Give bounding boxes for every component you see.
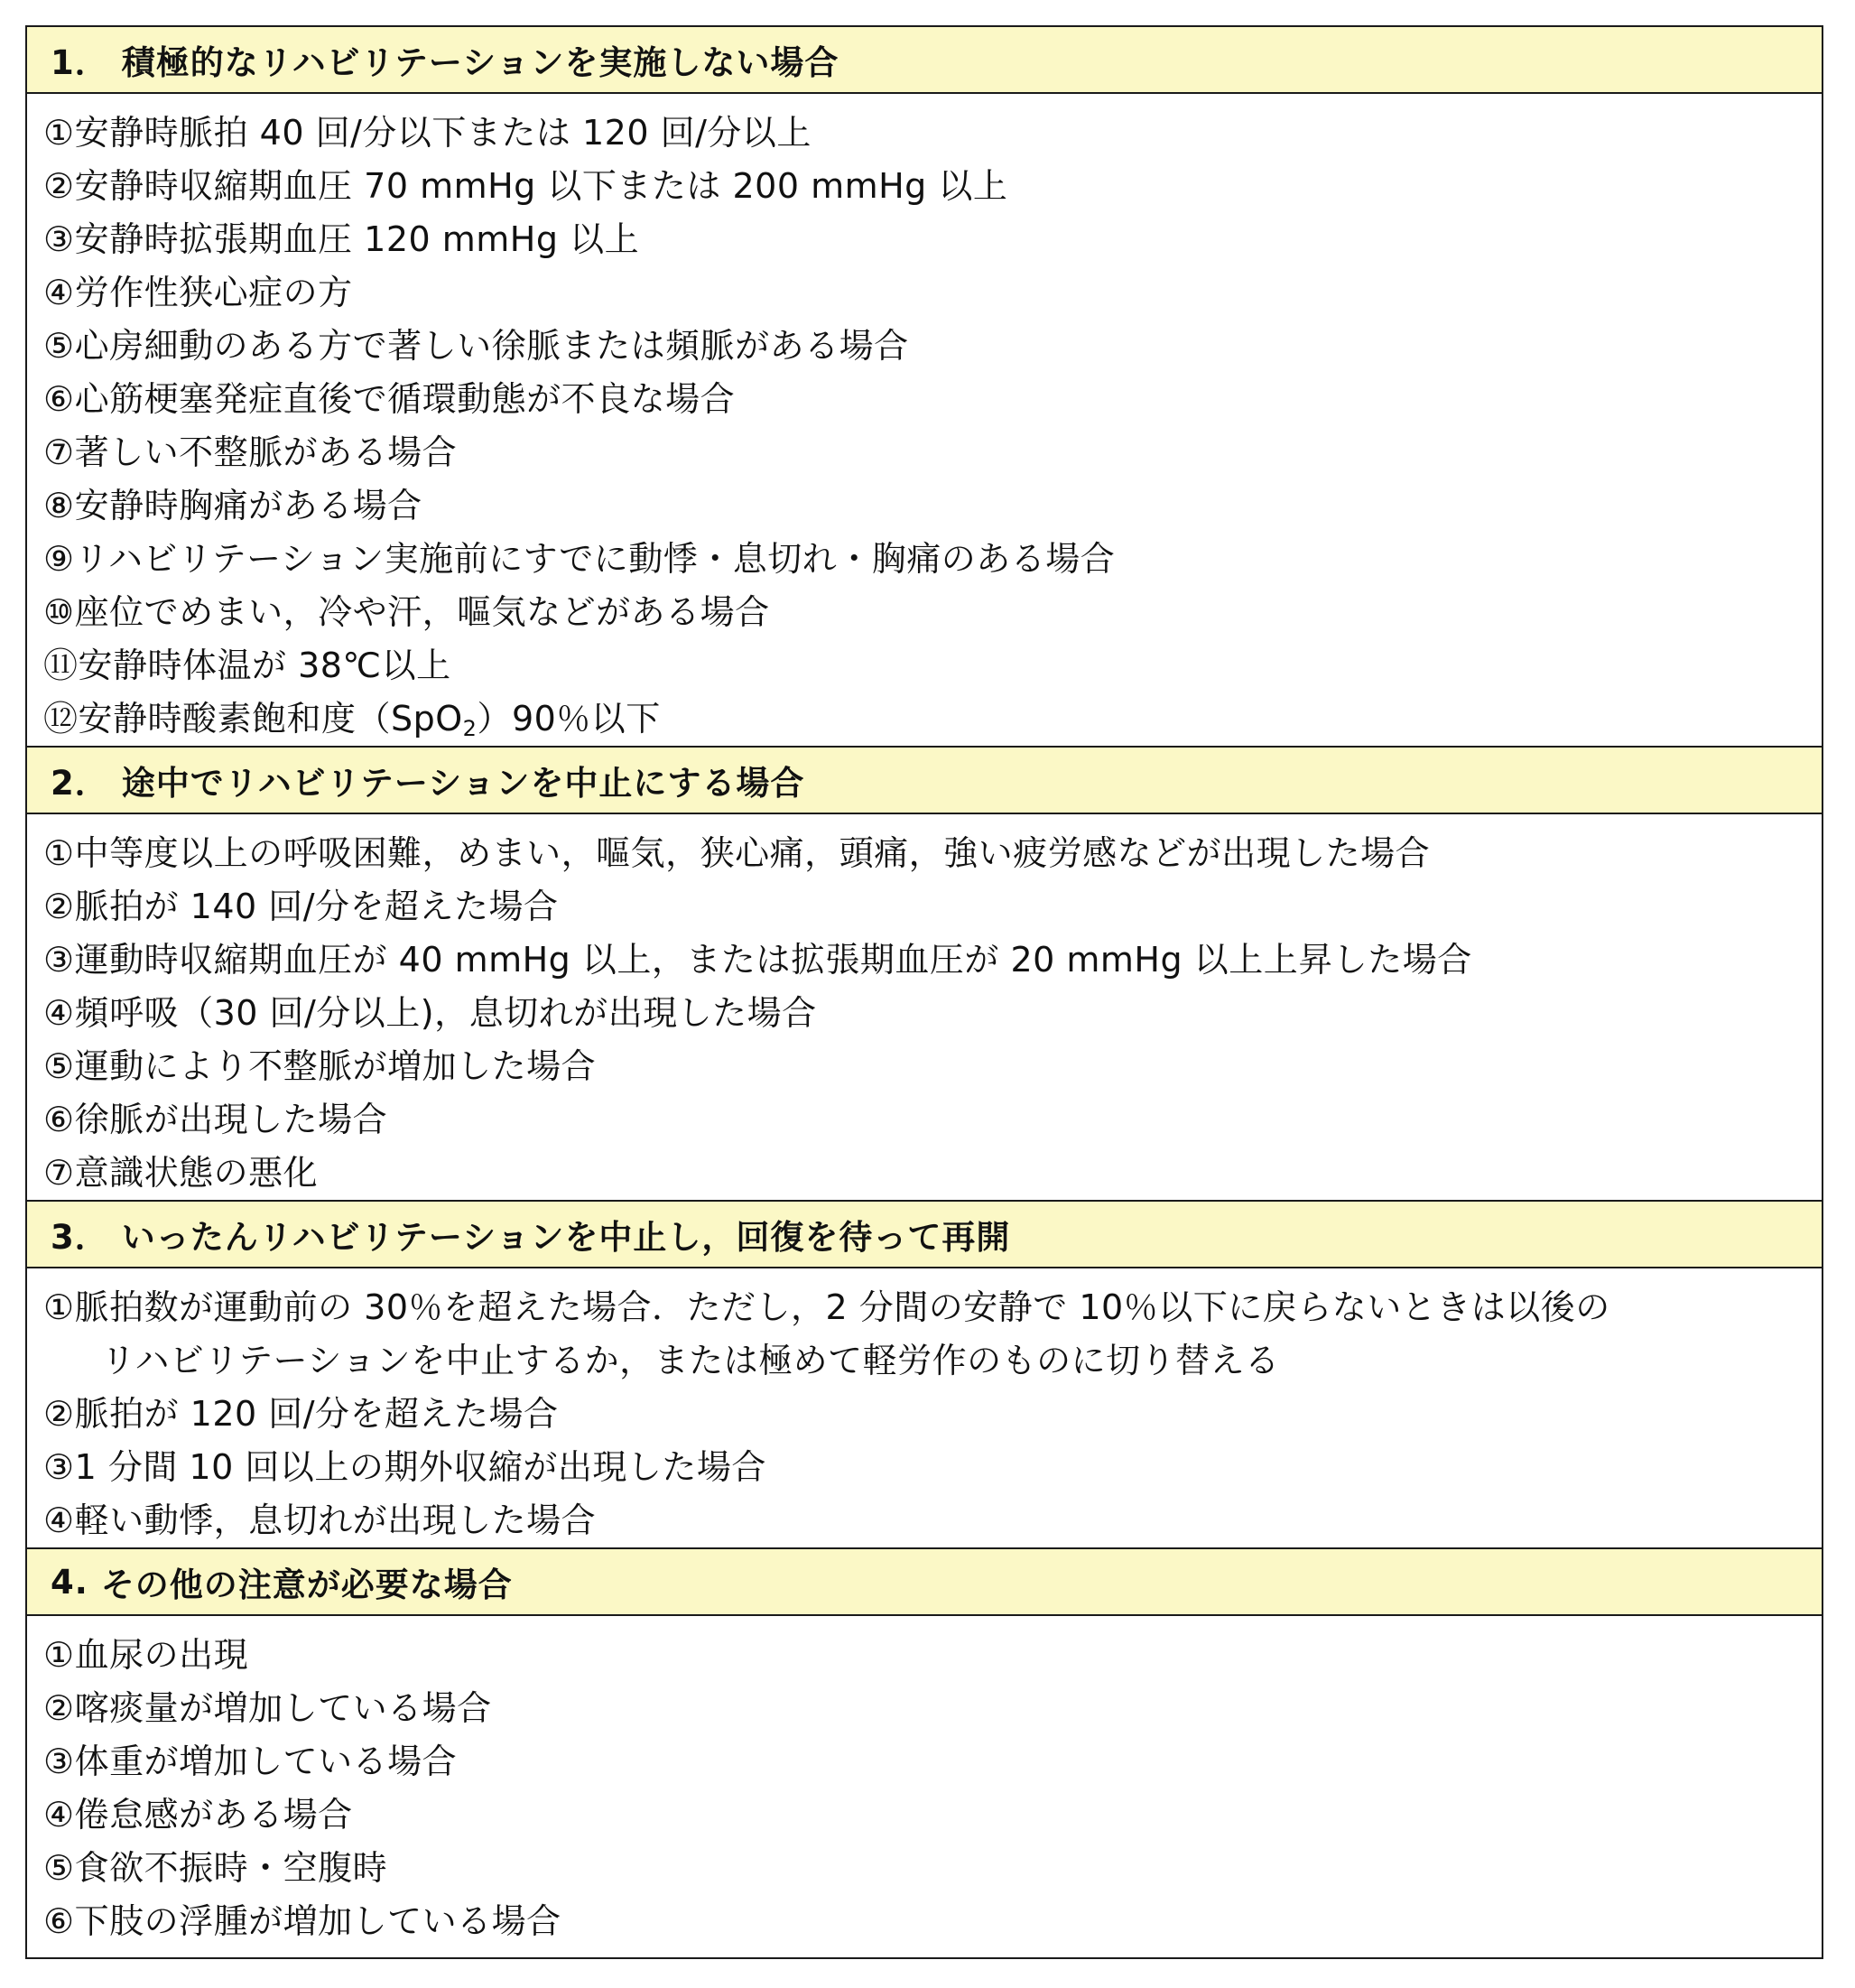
section-4-title: その他の注意が必要な場合 bbox=[100, 1565, 513, 1604]
section-3-title: いったんリハビリテーションを中止し，回復を待って再開 bbox=[121, 1218, 1011, 1257]
list-item: ①安静時脈拍 40 回/分以下または 120 回/分以上 bbox=[43, 113, 812, 153]
list-item: ⑤心房細動のある方で著しい徐脈または頻脈がある場合 bbox=[43, 326, 909, 366]
section-3-number: 3． bbox=[51, 1218, 109, 1257]
list-item: ②脈拍が 140 回/分を超えた場合 bbox=[43, 887, 559, 926]
list-item: ⑧安静時胸痛がある場合 bbox=[43, 486, 422, 525]
list-item: ⑦意識状態の悪化 bbox=[43, 1153, 319, 1193]
section-1-title: 積極的なリハビリテーションを実施しない場合 bbox=[121, 43, 839, 82]
list-item-spo2 bbox=[43, 692, 1822, 746]
list-item: ③運動時収縮期血圧が 40 mmHg 以上，または拡張期血圧が 20 mmHg 以上上昇した場合 bbox=[43, 940, 1472, 980]
list-item: ⑤食欲不振時・空腹時 bbox=[43, 1848, 388, 1888]
list-item: ⑪安静時体温が 38℃以上 bbox=[43, 646, 451, 685]
list-item: ②喀痰量が増加している場合 bbox=[43, 1688, 492, 1728]
list-item-multiline bbox=[43, 1281, 1822, 1388]
list-item: ⑥下肢の浮腫が増加している場合 bbox=[43, 1901, 561, 1941]
list-item: ④倦怠感がある場合 bbox=[43, 1795, 353, 1835]
section-2-number: 2． bbox=[51, 764, 109, 803]
list-item: ④頻呼吸（30 回/分以上)，息切れが出現した場合 bbox=[43, 993, 817, 1033]
section-2-title: 途中でリハビリテーションを中止にする場合 bbox=[121, 764, 805, 803]
list-item: ③1 分間 10 回以上の期外収縮が出現した場合 bbox=[43, 1447, 766, 1487]
section-3-header bbox=[27, 1202, 1822, 1268]
list-item: ①中等度以上の呼吸困難，めまい，嘔気，狭心痛，頭痛，強い疲労感などが出現した場合 bbox=[43, 833, 1431, 873]
list-item: ④軽い動悸，息切れが出現した場合 bbox=[43, 1500, 597, 1540]
list-item: ⑤運動により不整脈が増加した場合 bbox=[43, 1046, 597, 1086]
section-4-header bbox=[27, 1549, 1822, 1616]
section-1-header bbox=[27, 27, 1822, 94]
list-item: ⑦著しい不整脈がある場合 bbox=[43, 432, 458, 472]
section-3-body bbox=[27, 1268, 1822, 1549]
list-item: ②脈拍が 120 回/分を超えた場合 bbox=[43, 1394, 559, 1434]
spo2-text-after: ）90％以下 bbox=[477, 699, 661, 739]
rehabilitation-criteria-table bbox=[25, 25, 1823, 1959]
list-item: ③体重が増加している場合 bbox=[43, 1742, 458, 1781]
list-item: ⑨リハビリテーション実施前にすでに動悸・息切れ・胸痛のある場合 bbox=[43, 539, 1116, 579]
list-item: ①血尿の出現 bbox=[43, 1635, 249, 1675]
list-item: ⑥心筋梗塞発症直後で循環動態が不良な場合 bbox=[43, 379, 736, 419]
spo2-subscript: 2 bbox=[462, 716, 478, 741]
section-2-body bbox=[27, 814, 1822, 1202]
list-item-line-1: ①脈拍数が運動前の 30％を超えた場合．ただし，2 分間の安静で 10％以下に戻らないときは以後の bbox=[43, 1287, 1610, 1327]
list-item: ⑩座位でめまい，冷や汗，嘔気などがある場合 bbox=[43, 592, 770, 632]
list-item: ③安静時拡張期血圧 120 mmHg 以上 bbox=[43, 219, 640, 259]
list-item: ⑥徐脈が出現した場合 bbox=[43, 1100, 388, 1139]
section-1-body bbox=[27, 94, 1822, 748]
list-item: ④労作性狭心症の方 bbox=[43, 273, 353, 312]
spo2-text-before: ⑫安静時酸素飽和度（SpO bbox=[43, 699, 463, 739]
section-1-number: 1． bbox=[51, 43, 109, 82]
section-4-body bbox=[27, 1616, 1822, 1957]
section-2-header bbox=[27, 748, 1822, 814]
section-4-number: 4. bbox=[51, 1562, 88, 1602]
list-item-line-2: リハビリテーションを中止するか，または極めて軽労作のものに切り替える bbox=[101, 1341, 1280, 1380]
list-item: ②安静時収縮期血圧 70 mmHg 以下または 200 mmHg 以上 bbox=[43, 166, 1008, 206]
